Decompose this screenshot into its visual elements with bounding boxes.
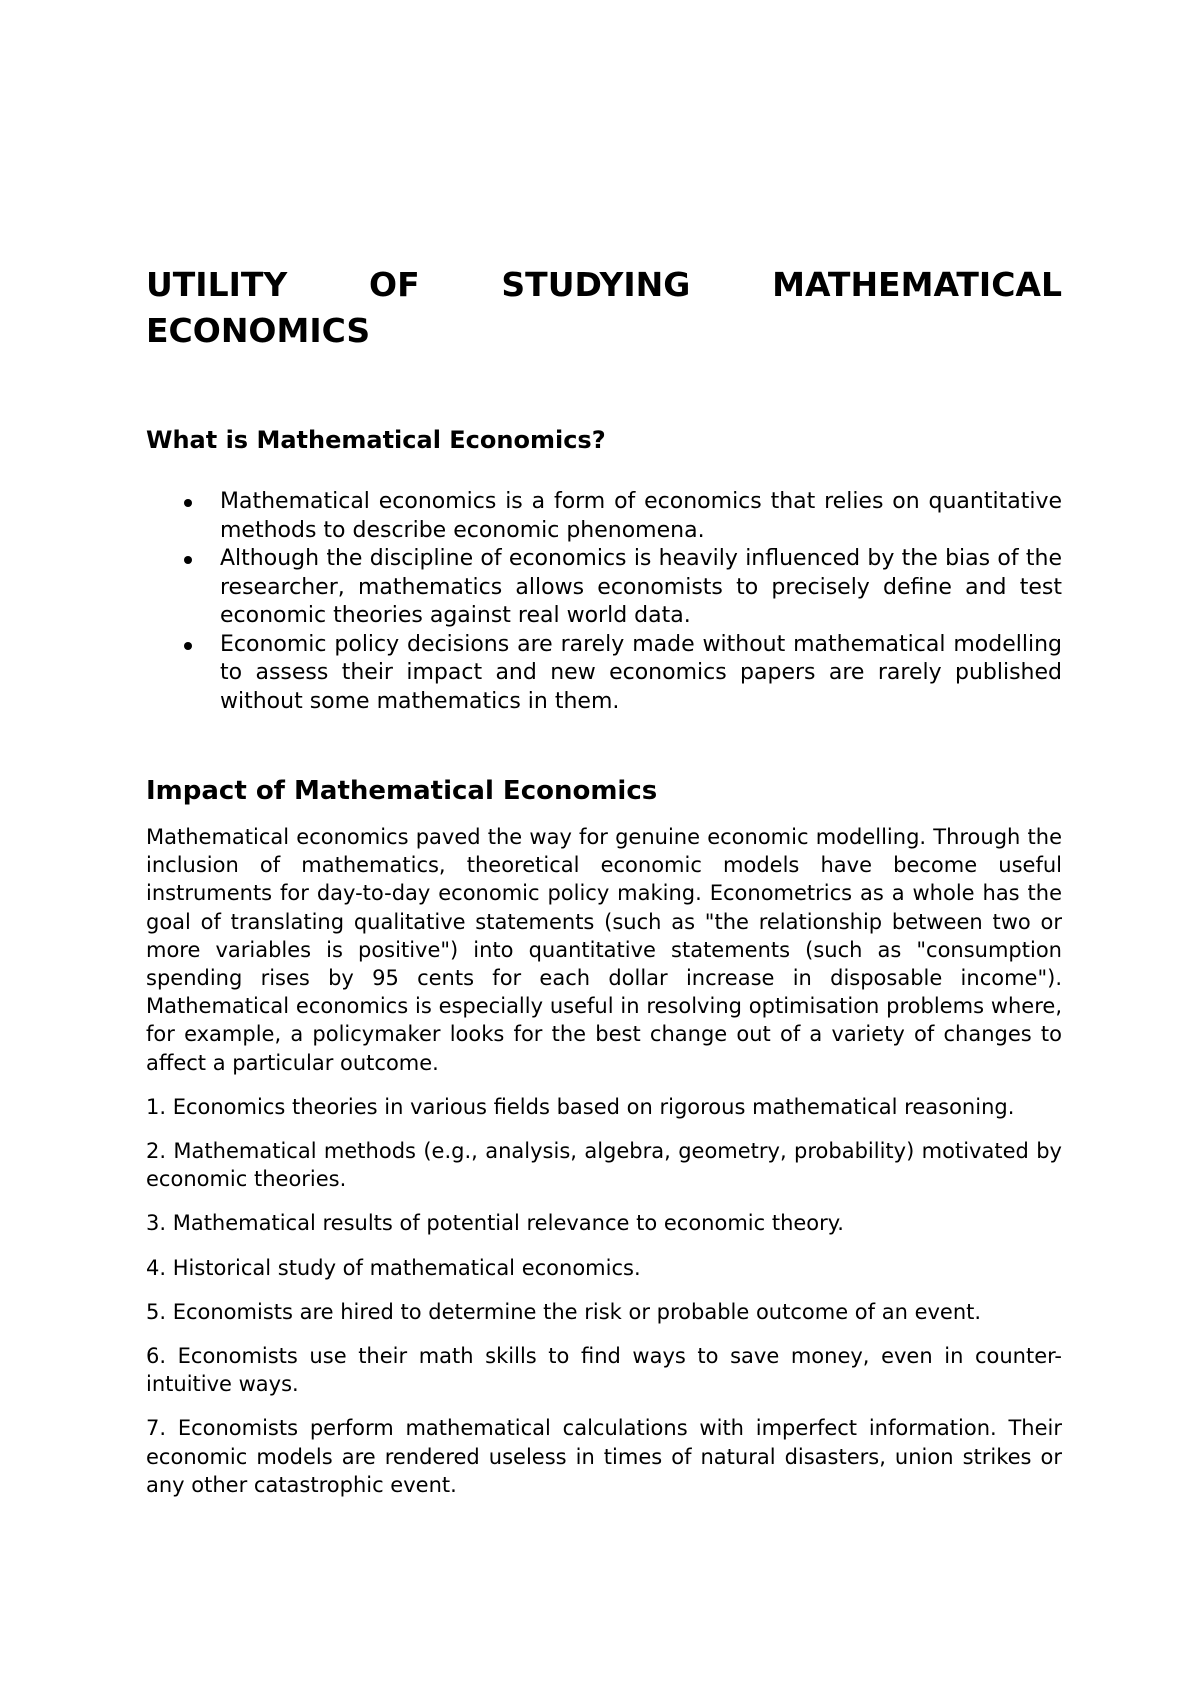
numbered-item: 5. Economists are hired to determine the risk or probable outcome of an event. [146,1299,982,1324]
section-heading-what-is: What is Mathematical Economics? [146,426,606,454]
numbered-item: 4. Historical study of mathematical economics. [146,1255,641,1280]
bullet-icon [184,556,192,564]
list-item [146,488,1062,545]
bullet-text: Mathematical economics is a form of economics that relies on quantitative methods to describe economic phenomena. [220,489,1062,543]
impact-paragraph: Mathematical economics paved the way for genuine economic modelling. Through the inclusion of mathematics, theoretical economic models have become useful instruments for day-to-day economic policy making. Econometrics as a whole has the goal of translating qualitative statements (such as "the relationship between two or more variables is positive") into quantitative statements (such as "consumption spending rises by 95 cents for each dollar increase in disposable income"). Mathematical economics is especially useful in resolving optimisation problems where, for example, a policymaker looks for the best change out of a variety of changes to affect a particular outcome. [146,825,1062,1075]
bullet-icon [184,499,192,507]
section-heading-impact: Impact of Mathematical Economics [146,776,658,806]
list-item [146,545,1062,631]
document-title: UTILITY OF STUDYING MATHEMATICAL ECONOMICS [146,265,1062,350]
numbered-item: 3. Mathematical results of potential relevance to economic theory. [146,1211,844,1236]
numbered-item: 1. Economics theories in various fields based on rigorous mathematical reasoning. [146,1094,1015,1119]
numbered-item: 7. Economists perform mathematical calculations with imperfect information. Their economic models are rendered useless in times of natural disasters, union strikes or any other catastrophic event. [146,1416,1062,1497]
numbered-item: 2. Mathematical methods (e.g., analysis, algebra, geometry, probability) motivated by economic theories. [146,1139,1062,1192]
section-body-impact [146,823,1062,1499]
list-item [146,631,1062,717]
bullet-list [146,488,1062,716]
bullet-icon [184,642,192,650]
bullet-text: Economic policy decisions are rarely made without mathematical modelling to assess their impact and new economics papers are rarely published without some mathematics in them. [220,631,1062,714]
numbered-item: 6. Economists use their math skills to find ways to save money, even in counter-intuitive ways. [146,1344,1062,1397]
bullet-text: Although the discipline of economics is heavily influenced by the bias of the researcher, mathematics allows economists to precisely define and test economic theories against real world data. [220,546,1062,628]
